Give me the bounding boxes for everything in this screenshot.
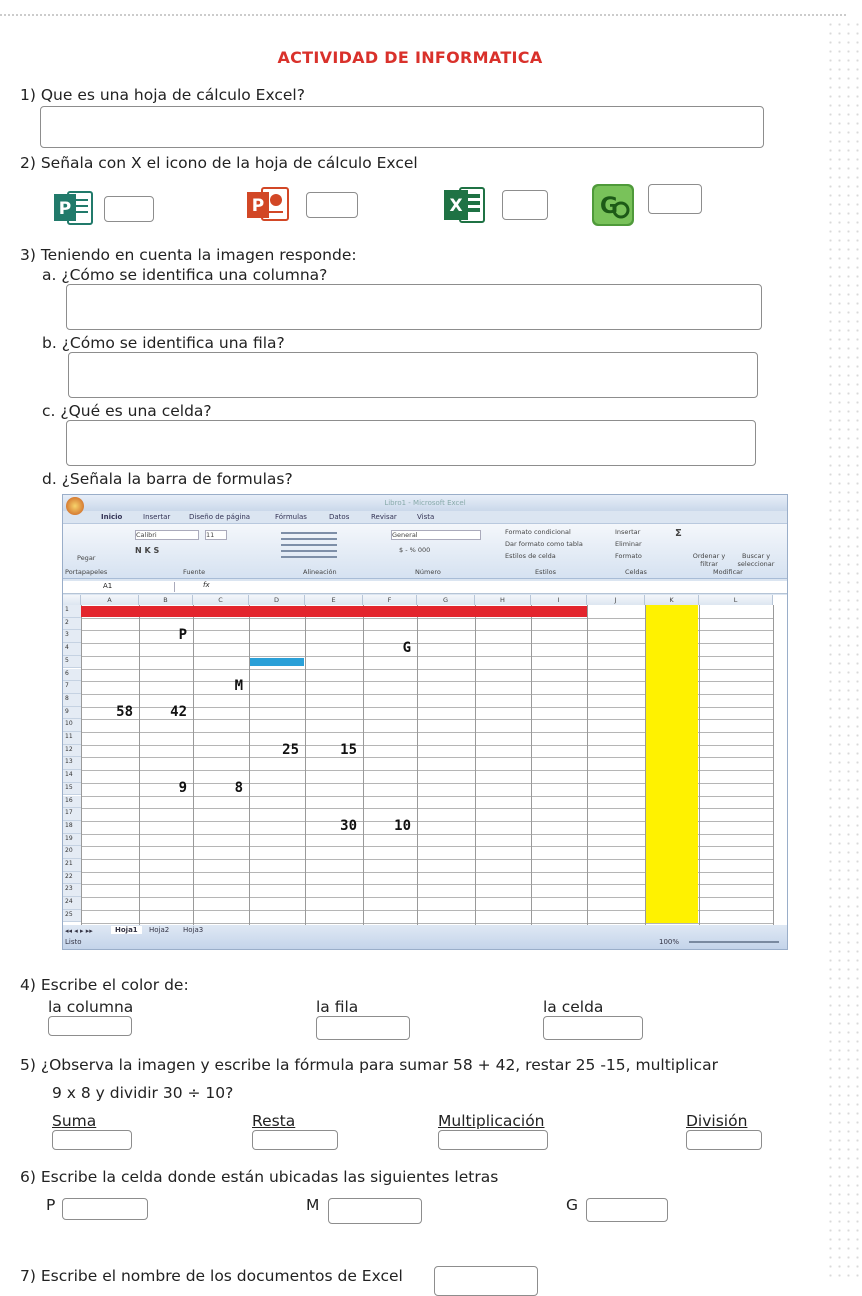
answer-box-3c[interactable] — [66, 420, 756, 466]
powerpoint-check-box[interactable] — [306, 192, 358, 218]
label-columna: la columna — [48, 998, 134, 1016]
tab-formulas[interactable]: Fórmulas — [275, 513, 307, 521]
question-3a: a. ¿Cómo se identifica una columna? — [42, 266, 328, 284]
column-gridline — [249, 605, 250, 925]
row-header-15[interactable]: 15 — [63, 783, 81, 796]
column-header-J[interactable]: J — [587, 595, 645, 605]
question-3: 3) Teniendo en cuenta la imagen responde: — [20, 246, 357, 264]
row-header-19[interactable]: 19 — [63, 834, 81, 847]
column-gridline — [81, 605, 82, 925]
zoom-slider[interactable] — [689, 941, 779, 943]
status-ready: Listo — [65, 938, 82, 946]
answer-color-fila[interactable] — [316, 1016, 410, 1040]
group-alineacion: Alineación — [303, 568, 337, 576]
excel-title-bar — [63, 495, 787, 511]
column-gridline — [193, 605, 194, 925]
question-3c: c. ¿Qué es una celda? — [42, 402, 212, 420]
cell-value-B9: 42 — [170, 703, 187, 720]
row-header-5[interactable]: 5 — [63, 656, 81, 669]
tab-diseno[interactable]: Diseño de página — [189, 513, 251, 521]
excel-icon — [442, 182, 488, 228]
group-estilos: Estilos — [535, 568, 557, 576]
cell-value-E18: 30 — [340, 817, 357, 834]
sheet-tab-3[interactable]: Hoja3 — [183, 926, 204, 934]
column-gridline — [587, 605, 588, 925]
row-header-7[interactable]: 7 — [63, 681, 81, 694]
formula-input[interactable] — [231, 582, 771, 592]
cell-value-B15: 9 — [178, 779, 187, 796]
column-gridline — [417, 605, 418, 925]
question-3b: b. ¿Cómo se identifica una fila? — [42, 334, 285, 352]
row-header-21[interactable]: 21 — [63, 859, 81, 872]
row-header-17[interactable]: 17 — [63, 808, 81, 821]
row-header-16[interactable]: 16 — [63, 796, 81, 809]
tab-revisar[interactable]: Revisar — [371, 513, 397, 521]
cell-value-C7: M — [234, 678, 243, 695]
row-header-9[interactable]: 9 — [63, 707, 81, 720]
excel-ribbon-tabs — [63, 511, 787, 523]
question-4: 4) Escribe el color de: — [20, 976, 189, 994]
question-5-line-1: 5) ¿Observa la imagen y escribe la fórmula para sumar 58 + 42, restar 25 -15, multiplicar — [20, 1056, 718, 1074]
excel-icon-check-box[interactable] — [104, 196, 154, 222]
column-gridline — [475, 605, 476, 925]
answer-letter-g[interactable] — [586, 1198, 668, 1222]
page-top-border — [0, 14, 846, 16]
cell-value-C15: 8 — [234, 779, 243, 796]
row-header-20[interactable]: 20 — [63, 846, 81, 859]
powerpoint-icon — [245, 182, 291, 228]
answer-box-1[interactable] — [40, 106, 764, 148]
row-header-18[interactable]: 18 — [63, 821, 81, 834]
row-header-13[interactable]: 13 — [63, 757, 81, 770]
formula-bar — [63, 581, 787, 594]
question-7: 7) Escribe el nombre de los documentos de Excel — [20, 1267, 403, 1285]
sheet-tab-2[interactable]: Hoja2 — [149, 926, 170, 934]
page-title: ACTIVIDAD DE INFORMATICA — [277, 48, 543, 67]
column-header-H[interactable]: H — [475, 595, 531, 605]
font-size-select[interactable]: 11 — [205, 530, 227, 540]
cond-format-button[interactable]: Formato condicional — [505, 528, 571, 536]
cell-value-B3: P — [178, 627, 187, 644]
excel-window-title: Libro1 - Microsoft Excel — [384, 499, 466, 507]
label-division: División — [686, 1112, 748, 1130]
number-format-buttons[interactable]: $ - % 000 — [399, 546, 431, 554]
table-format-button[interactable]: Dar formato como tabla — [505, 540, 583, 548]
answer-box-7[interactable] — [434, 1266, 538, 1296]
cell-styles-button[interactable]: Estilos de celda — [505, 552, 556, 560]
tab-datos[interactable]: Datos — [329, 513, 350, 521]
row-header-24[interactable]: 24 — [63, 897, 81, 910]
label-letter-m: M — [306, 1196, 320, 1214]
column-header-L[interactable]: L — [699, 595, 773, 605]
cell-value-A9: 58 — [116, 703, 133, 720]
column-gridline — [531, 605, 532, 925]
column-gridline — [699, 605, 700, 925]
row-header-11[interactable]: 11 — [63, 732, 81, 745]
row-header-23[interactable]: 23 — [63, 884, 81, 897]
group-numero: Número — [415, 568, 441, 576]
row-header-8[interactable]: 8 — [63, 694, 81, 707]
find-select-button[interactable]: Buscar y seleccionar — [737, 552, 775, 568]
calc-icon — [590, 182, 636, 228]
question-6: 6) Escribe la celda donde están ubicadas las siguientes letras — [20, 1168, 499, 1186]
row-header-2[interactable]: 2 — [63, 618, 81, 631]
row-header-10[interactable]: 10 — [63, 719, 81, 732]
cell-value-E12: 15 — [340, 741, 357, 758]
question-5-line-2: 9 x 8 y dividir 30 ÷ 10? — [52, 1084, 234, 1102]
format-button[interactable]: Formato — [615, 552, 642, 560]
column-k-yellow-fill — [646, 605, 698, 923]
tab-vista[interactable]: Vista — [417, 513, 435, 521]
excel-ribbon — [63, 523, 787, 579]
row-header-1[interactable]: 1 — [63, 605, 81, 618]
answer-resta[interactable] — [252, 1130, 338, 1150]
question-2: 2) Señala con X el icono de la hoja de cálculo Excel — [20, 154, 418, 172]
label-letter-g: G — [566, 1196, 579, 1214]
column-header-C[interactable]: C — [193, 595, 249, 605]
row-header-6[interactable]: 6 — [63, 669, 81, 682]
answer-color-celda[interactable] — [543, 1016, 643, 1040]
page-edge-dots — [826, 20, 862, 1280]
sheet-nav-arrows[interactable]: ◂◂ ◂ ▸ ▸▸ — [65, 927, 93, 935]
column-header-B[interactable]: B — [139, 595, 193, 605]
answer-multiplicacion[interactable] — [438, 1130, 548, 1150]
name-box[interactable]: A1 — [65, 582, 175, 592]
column-header-A[interactable]: A — [81, 595, 139, 605]
font-format-buttons[interactable]: N K S — [135, 546, 160, 555]
answer-box-3a[interactable] — [66, 284, 762, 330]
row-header-25[interactable]: 25 — [63, 910, 81, 923]
question-1: 1) Que es una hoja de cálculo Excel? — [20, 86, 305, 104]
sheet-tab-1[interactable]: Hoja1 — [111, 926, 142, 934]
column-header-F[interactable]: F — [363, 595, 417, 605]
row-header-4[interactable]: 4 — [63, 643, 81, 656]
alignment-buttons[interactable] — [281, 532, 337, 562]
number-format-select[interactable]: General — [391, 530, 481, 540]
publisher-icon — [50, 184, 96, 230]
answer-suma[interactable] — [52, 1130, 132, 1150]
answer-box-3b[interactable] — [68, 352, 758, 398]
paste-button[interactable]: Pegar — [77, 554, 96, 562]
tab-inicio[interactable]: Inicio — [101, 513, 123, 521]
font-select[interactable]: Calibri — [135, 530, 199, 540]
tab-insertar[interactable]: Insertar — [143, 513, 171, 521]
group-portapapeles: Portapapeles — [65, 568, 108, 576]
question-3d: d. ¿Señala la barra de formulas? — [42, 470, 293, 488]
answer-letter-m[interactable] — [328, 1198, 422, 1224]
cell-value-F4: G — [402, 640, 411, 657]
label-fila: la fila — [316, 998, 359, 1016]
cell-d5-blue-fill — [250, 658, 304, 667]
row-header-12[interactable]: 12 — [63, 745, 81, 758]
row-1-red-fill — [81, 606, 587, 617]
label-letter-p: P — [46, 1196, 56, 1214]
column-header-K[interactable]: K — [645, 595, 699, 605]
column-header-I[interactable]: I — [531, 595, 587, 605]
excel-screenshot — [62, 494, 788, 950]
group-celdas: Celdas — [625, 568, 647, 576]
row-gridline — [81, 923, 773, 924]
column-gridline — [773, 605, 774, 925]
excel-status-bar — [63, 925, 787, 949]
sort-filter-button[interactable]: Ordenar y filtrar — [692, 552, 726, 568]
svg-text:G: G — [599, 194, 619, 219]
label-resta: Resta — [252, 1112, 296, 1130]
label-celda: la celda — [543, 998, 604, 1016]
svg-text:P: P — [251, 196, 265, 216]
insert-button[interactable]: Insertar — [615, 528, 641, 536]
svg-text:P: P — [58, 199, 72, 219]
cell-value-D12: 25 — [282, 741, 299, 758]
label-multiplicacion: Multiplicación — [438, 1112, 545, 1130]
zoom-level: 100% — [659, 938, 680, 946]
row-header-22[interactable]: 22 — [63, 872, 81, 885]
answer-letter-p[interactable] — [62, 1198, 148, 1220]
column-gridline — [139, 605, 140, 925]
label-suma: Suma — [52, 1112, 97, 1130]
cell-value-F18: 10 — [394, 817, 411, 834]
answer-division[interactable] — [686, 1130, 762, 1150]
delete-button[interactable]: Eliminar — [615, 540, 642, 548]
group-fuente: Fuente — [183, 568, 206, 576]
svg-text:X: X — [449, 196, 463, 216]
answer-color-columna[interactable] — [48, 1016, 132, 1036]
column-gridline — [305, 605, 306, 925]
column-header-D[interactable]: D — [249, 595, 305, 605]
select-all-corner[interactable] — [63, 595, 81, 605]
fx-icon[interactable]: fx — [203, 581, 210, 589]
calc-check-box[interactable] — [648, 184, 702, 214]
row-header-3[interactable]: 3 — [63, 630, 81, 643]
excel-check-box[interactable] — [502, 190, 548, 220]
column-header-E[interactable]: E — [305, 595, 363, 605]
autosum-icon[interactable]: Σ — [675, 528, 682, 539]
group-modificar: Modificar — [713, 568, 743, 576]
column-header-G[interactable]: G — [417, 595, 475, 605]
row-header-14[interactable]: 14 — [63, 770, 81, 783]
